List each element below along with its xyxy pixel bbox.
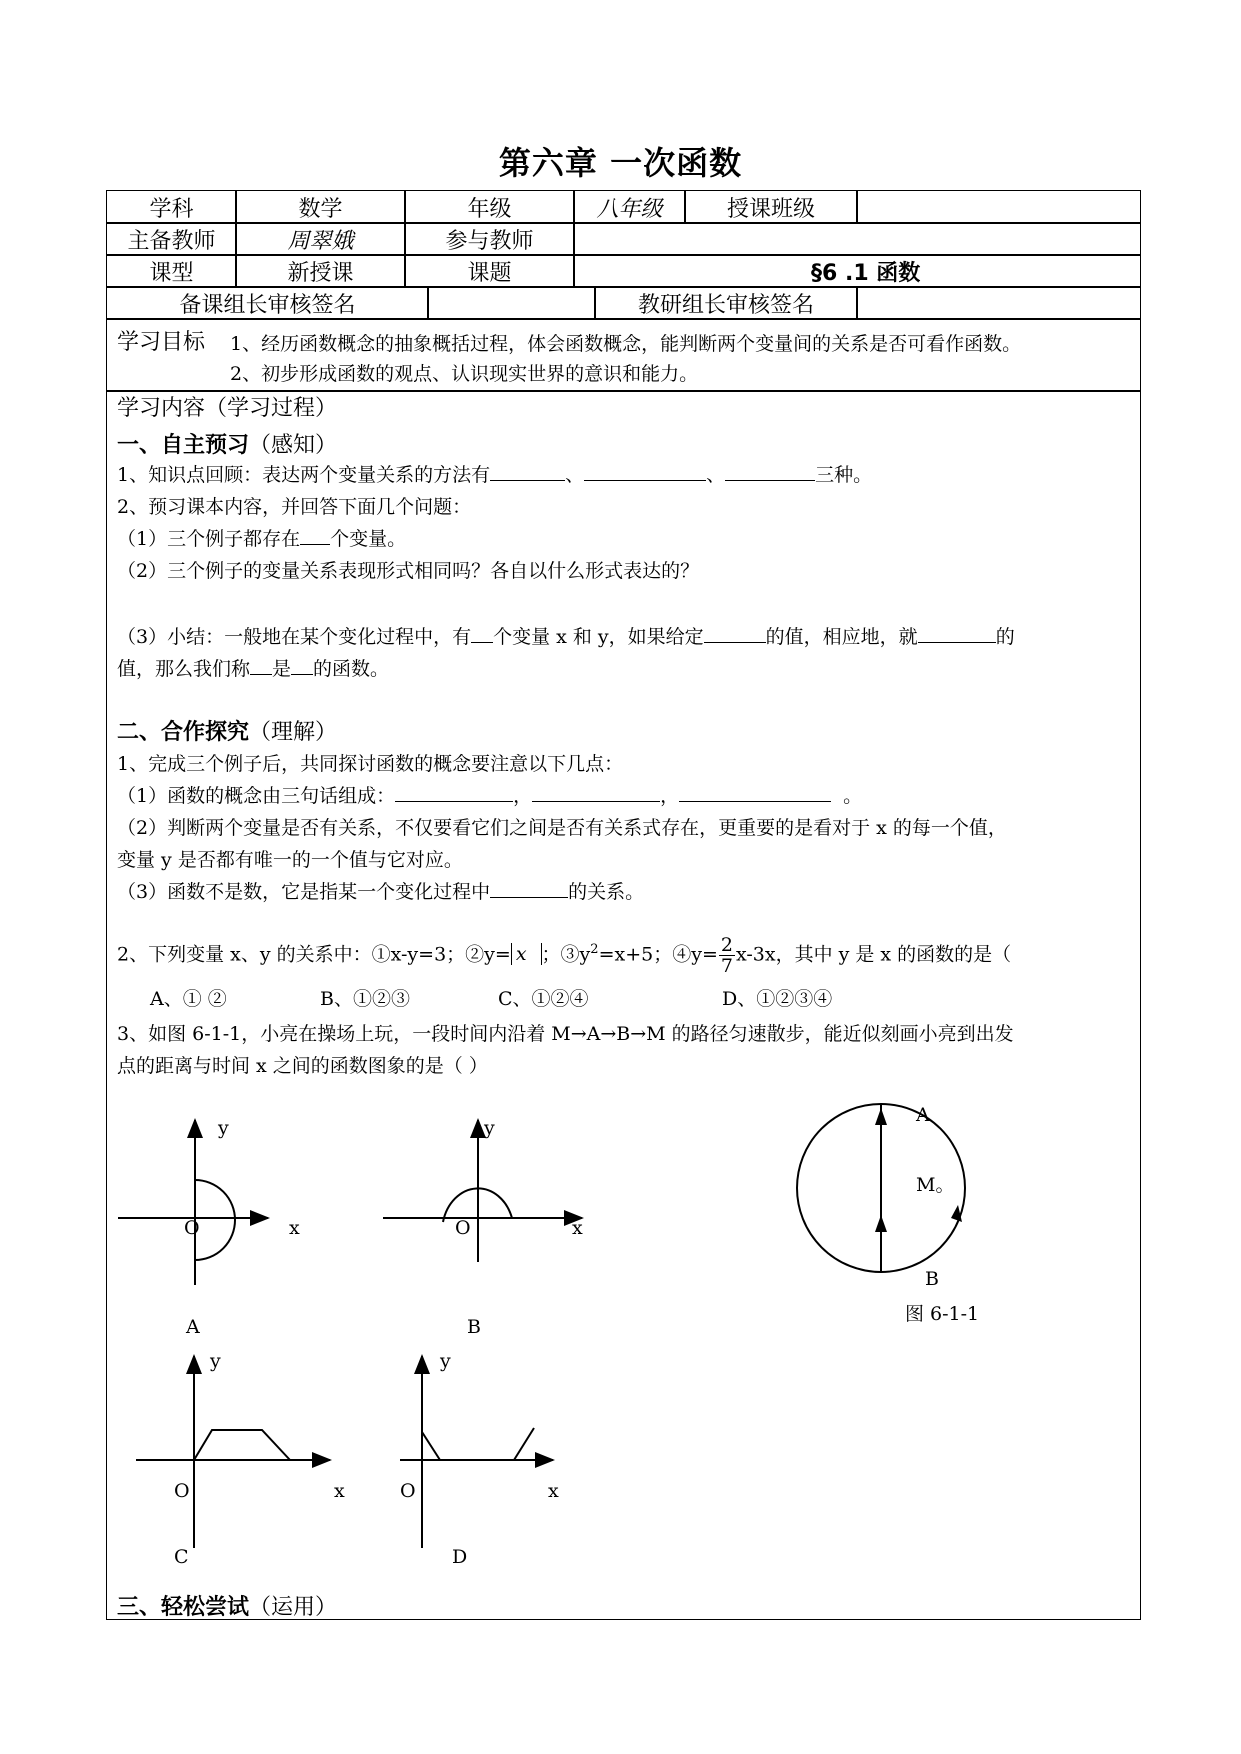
grade-value: 八年级: [573, 190, 686, 224]
q2-3: [117, 624, 1015, 650]
graph-a-x: x: [289, 1217, 300, 1239]
grade-label: 年级: [404, 190, 575, 224]
p2-text-b: ；③y: [541, 943, 591, 966]
graph-d-o: O: [400, 1480, 416, 1502]
blank[interactable]: [532, 783, 660, 802]
graph-d-label: D: [452, 1546, 468, 1568]
p2-text-a: 2、下列变量 x、y 的关系中：①x-y=3；②y=: [117, 943, 511, 966]
blank[interactable]: [725, 462, 815, 481]
section-1-heading: [117, 428, 337, 459]
abs-var: x: [515, 943, 527, 966]
teacher-value: 周翠娥: [235, 222, 406, 256]
choice-c[interactable]: C、①②④: [498, 988, 589, 1010]
blank[interactable]: [490, 879, 568, 898]
blank[interactable]: [300, 526, 330, 545]
graph-b-label: B: [467, 1316, 481, 1338]
page-title: 第六章 一次函数: [498, 144, 743, 182]
p1-3: [117, 879, 644, 905]
p1-2-cont: 变量 y 是否都有唯一的一个值与它对应。: [117, 849, 463, 871]
subject-label: 学科: [106, 190, 237, 224]
blank[interactable]: [395, 783, 513, 802]
section-2-paren: （理解）: [249, 720, 338, 745]
q2-3-text-f: 是: [272, 658, 292, 680]
p1-1-text-b: ，: [513, 785, 533, 807]
section-1-title: 一、自主预习: [117, 433, 250, 458]
section-3-heading: [117, 1590, 337, 1621]
graph-d-x: x: [548, 1480, 559, 1502]
section-1-paren: （感知）: [249, 433, 338, 458]
dept-sign-value: [856, 286, 1141, 320]
p1-1: [117, 783, 862, 809]
blank[interactable]: [471, 624, 493, 643]
q1-text-a: 1、知识点回顾：表达两个变量关系的方法有: [117, 464, 491, 486]
blank[interactable]: [584, 462, 706, 481]
topic-value: §6 .1 函数: [573, 254, 1141, 288]
graph-c-y: y: [210, 1350, 221, 1372]
p2-sup: 2: [590, 942, 599, 957]
graph-a-o: O: [184, 1217, 200, 1239]
graph-c-x: x: [334, 1480, 345, 1502]
choice-d[interactable]: D、①②③④: [722, 988, 833, 1010]
blank[interactable]: [704, 624, 766, 643]
dept-sign-label: 教研组长审核签名: [594, 286, 858, 320]
p1-1-text-a: （1）函数的概念由三句话组成：: [117, 785, 396, 807]
co-teacher-label: 参与教师: [404, 222, 575, 256]
p1-1-text-d: 。: [843, 785, 863, 807]
fig-label-m: M。: [916, 1174, 955, 1196]
graph-b-x: x: [572, 1217, 583, 1239]
section-3-paren: （运用）: [249, 1595, 338, 1620]
goal-2: 2、初步形成函数的观点、认识现实世界的意识和能力。: [230, 363, 699, 385]
p1-2: （2）判断两个变量是否有关系，不仅要看它们之间是否有关系式存在，更重要的是看对于 x 的每一个值，: [117, 817, 1007, 839]
graph-b-o: O: [455, 1217, 471, 1239]
p1-3-text-b: 的关系。: [568, 881, 645, 903]
q2-3-text-g: 的函数。: [313, 658, 390, 680]
q2-3-text-d: 的: [995, 626, 1015, 648]
q2-3-text-c: 的值，相应地，就: [765, 626, 918, 648]
blank[interactable]: [291, 656, 313, 675]
q1-text-b: 、: [565, 464, 585, 486]
graph-c-o: O: [174, 1480, 190, 1502]
section-3-title: 三、轻松尝试: [117, 1595, 250, 1620]
p2-text-c: =x+5；④y=: [598, 943, 718, 966]
blank[interactable]: [250, 656, 272, 675]
fig-caption: 图 6-1-1: [905, 1303, 980, 1325]
fraction: [719, 935, 735, 976]
q2: 2、预习课本内容，并回答下面几个问题：: [117, 496, 472, 518]
q2-3-text-e: 值，那么我们称: [117, 658, 251, 680]
q2-1-text-a: （1）三个例子都存在: [117, 528, 301, 550]
graph-b-y: y: [484, 1117, 495, 1139]
choice-a[interactable]: A、① ②: [150, 988, 227, 1010]
teacher-label: 主备教师: [106, 222, 237, 256]
q2-3-text-a: （3）小结：一般地在某个变化过程中，有: [117, 626, 472, 648]
group-sign-value: [427, 286, 596, 320]
fig-label-b: B: [925, 1268, 939, 1290]
q2-1: [117, 526, 406, 552]
class-value: [856, 190, 1141, 224]
abs-value: [511, 943, 542, 965]
graph-d-y: y: [440, 1350, 451, 1372]
co-teacher-value: [573, 222, 1141, 256]
q2-2: （2）三个例子的变量关系表现形式相同吗？各自以什么形式表达的？: [117, 560, 700, 582]
q2-3-cont: [117, 656, 389, 682]
graph-c-label: C: [174, 1546, 189, 1568]
class-label: 授课班级: [684, 190, 858, 224]
section-2-title: 二、合作探究: [117, 720, 250, 745]
q1-text-d: 三种。: [815, 464, 873, 486]
p1: 1、完成三个例子后，共同探讨函数的概念要注意以下几点：: [117, 753, 624, 775]
section-2-heading: [117, 715, 337, 746]
q2-3-text-b: 个变量 x 和 y，如果给定: [493, 626, 704, 648]
p2: [117, 930, 1011, 976]
blank[interactable]: [918, 624, 996, 643]
lesson-type-value: 新授课: [235, 254, 406, 288]
p3-cont: 点的距离与时间 x 之间的函数图象的是（ ）: [117, 1055, 488, 1077]
group-sign-label: 备课组长审核签名: [106, 286, 429, 320]
q1: [117, 462, 872, 488]
topic-label: 课题: [404, 254, 575, 288]
graph-a-y: y: [218, 1117, 229, 1139]
p1-1-text-c: ，: [660, 785, 680, 807]
choice-b[interactable]: B、①②③: [320, 988, 410, 1010]
q1-text-c: 、: [706, 464, 726, 486]
p1-3-text-a: （3）函数不是数，它是指某一个变化过程中: [117, 881, 491, 903]
blank[interactable]: [490, 462, 565, 481]
goals-label: 学习目标: [117, 330, 206, 355]
graph-a-label: A: [186, 1316, 200, 1338]
subject-value: 数学: [235, 190, 406, 224]
fraction-num: 2: [720, 933, 733, 956]
fig-label-a: A: [916, 1104, 930, 1126]
content-heading: 学习内容（学习过程）: [117, 396, 338, 421]
q2-1-text-b: 个变量。: [330, 528, 407, 550]
lesson-type-label: 课型: [106, 254, 237, 288]
p2-text-d: x-3x，其中 y 是 x 的函数的是（: [735, 943, 1012, 966]
goal-1: 1、经历函数概念的抽象概括过程，体会函数概念，能判断两个变量间的关系是否可看作函数。: [230, 333, 1022, 355]
p3: 3、如图 6-1-1，小亮在操场上玩，一段时间内沿着 M→A→B→M 的路径匀速散步，能近似刻画小亮到出发: [117, 1023, 1014, 1045]
blank[interactable]: [679, 783, 831, 802]
fraction-den: 7: [720, 954, 733, 977]
